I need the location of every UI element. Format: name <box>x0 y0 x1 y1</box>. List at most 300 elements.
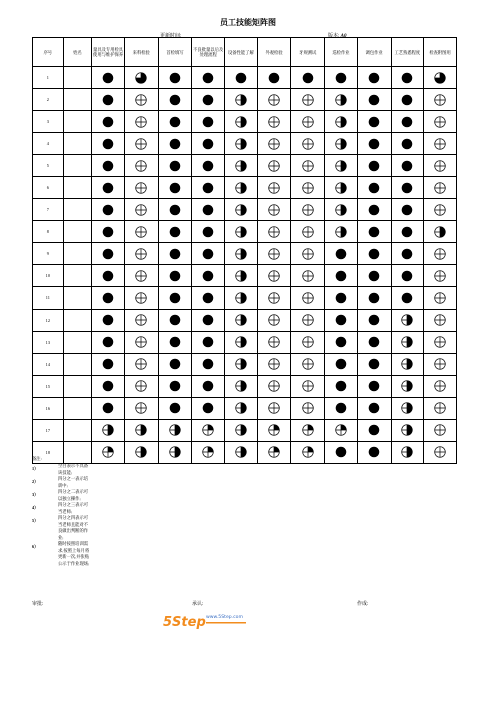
skill-level-4-icon <box>202 248 214 260</box>
skill-cell <box>257 397 291 419</box>
skill-cell <box>424 243 457 265</box>
skill-level-4-icon <box>401 138 413 150</box>
skill-level-0-icon <box>135 314 147 326</box>
skill-cell <box>357 89 391 111</box>
skill-cell <box>391 265 424 287</box>
skill-cell <box>92 111 125 133</box>
skill-cell <box>192 221 225 243</box>
skill-cell <box>225 221 258 243</box>
skill-cell <box>225 199 258 221</box>
skill-cell <box>124 67 158 89</box>
skill-cell <box>225 287 258 309</box>
row-number: 14 <box>33 353 64 375</box>
skill-cell <box>124 419 158 441</box>
skill-level-4-icon <box>401 116 413 128</box>
skill-cell <box>291 221 325 243</box>
skill-level-0-icon <box>135 138 147 150</box>
notes-list <box>32 463 122 567</box>
skill-cell <box>158 353 192 375</box>
skill-cell <box>424 375 457 397</box>
skill-cell <box>124 353 158 375</box>
skill-cell <box>325 287 358 309</box>
skill-cell <box>325 265 358 287</box>
skill-level-0-icon <box>302 226 314 238</box>
skill-cell <box>424 133 457 155</box>
skill-level-4-icon <box>335 358 347 370</box>
skill-cell <box>158 265 192 287</box>
skill-cell <box>291 133 325 155</box>
skill-cell <box>291 243 325 265</box>
skill-level-2-icon <box>235 270 247 282</box>
skill-cell <box>92 265 125 287</box>
employee-name <box>63 133 92 155</box>
table-row <box>33 419 457 441</box>
skill-cell <box>391 331 424 353</box>
skill-level-0-icon <box>268 160 280 172</box>
skill-level-0-icon <box>268 402 280 414</box>
skill-level-1-icon <box>335 424 347 436</box>
skill-level-2-icon <box>401 402 413 414</box>
skill-level-4-icon <box>368 226 380 238</box>
skill-cell <box>257 265 291 287</box>
column-header: 首检填写 <box>158 38 192 67</box>
table-row <box>33 89 457 111</box>
skill-level-4-icon <box>169 380 181 392</box>
skill-level-2-icon <box>169 446 181 458</box>
skill-cell <box>124 287 158 309</box>
skill-cell <box>325 155 358 177</box>
skill-level-4-icon <box>368 270 380 282</box>
notes-title: 备注: <box>32 456 42 461</box>
skill-level-2-icon <box>235 182 247 194</box>
skill-level-2-icon <box>235 94 247 106</box>
skill-level-0-icon <box>434 94 446 106</box>
skill-level-4-icon <box>202 182 214 194</box>
row-number: 11 <box>33 287 64 309</box>
skill-level-2-icon <box>401 336 413 348</box>
skill-cell <box>192 265 225 287</box>
skill-cell <box>158 287 192 309</box>
skill-cell <box>92 397 125 419</box>
table-row <box>33 199 457 221</box>
skill-level-2-icon <box>235 446 247 458</box>
skill-level-0-icon <box>434 336 446 348</box>
employee-name <box>63 155 92 177</box>
table-row <box>33 133 457 155</box>
skill-cell <box>325 221 358 243</box>
skill-cell <box>92 287 125 309</box>
skill-cell <box>124 111 158 133</box>
column-header: 牙规测试 <box>291 38 325 67</box>
skill-cell <box>192 309 225 331</box>
skill-level-0-icon <box>434 424 446 436</box>
skill-cell <box>291 155 325 177</box>
skill-cell <box>225 89 258 111</box>
logo-graphic <box>162 610 252 634</box>
skill-cell <box>158 89 192 111</box>
skill-cell <box>92 67 125 89</box>
skill-level-4-icon <box>335 336 347 348</box>
skill-cell <box>391 155 424 177</box>
skill-cell <box>192 177 225 199</box>
skill-level-0-icon <box>268 292 280 304</box>
note-text: 四分之一表示培训中; <box>58 476 89 488</box>
version-label: 版本: <box>328 34 340 39</box>
skill-cell <box>158 221 192 243</box>
skill-level-0-icon <box>302 380 314 392</box>
skill-level-1-icon <box>268 424 280 436</box>
skill-cell <box>192 155 225 177</box>
table-row <box>33 177 457 199</box>
skill-level-2-icon <box>401 358 413 370</box>
skill-cell <box>325 89 358 111</box>
skill-level-0-icon <box>268 336 280 348</box>
skill-cell <box>391 441 424 463</box>
skill-level-4-icon <box>202 204 214 216</box>
note-number: 5） <box>32 518 39 523</box>
skill-cell <box>424 265 457 287</box>
skill-level-0-icon <box>135 248 147 260</box>
skill-level-0-icon <box>268 204 280 216</box>
note-number: 6） <box>32 544 39 549</box>
skill-level-2-icon <box>169 424 181 436</box>
skill-level-4-icon <box>368 72 380 84</box>
skill-cell <box>257 419 291 441</box>
skill-cell <box>424 67 457 89</box>
skill-cell <box>92 133 125 155</box>
skill-cell <box>158 155 192 177</box>
skill-level-0-icon <box>434 446 446 458</box>
skill-level-0-icon <box>135 204 147 216</box>
skill-level-0-icon <box>135 226 147 238</box>
skill-cell <box>325 375 358 397</box>
skill-cell <box>357 111 391 133</box>
skill-cell <box>291 397 325 419</box>
skill-level-2-icon <box>335 116 347 128</box>
skill-matrix-table <box>32 37 457 464</box>
skill-cell <box>225 419 258 441</box>
skill-level-4-icon <box>268 72 280 84</box>
note-number: 1） <box>32 466 39 471</box>
skill-level-0-icon <box>268 226 280 238</box>
skill-level-4-icon <box>368 358 380 370</box>
skill-cell <box>92 375 125 397</box>
skill-cell <box>92 243 125 265</box>
skill-level-0-icon <box>135 402 147 414</box>
skill-level-4-icon <box>102 380 114 392</box>
skill-level-4-icon <box>169 116 181 128</box>
skill-level-4-icon <box>368 248 380 260</box>
skill-level-4-icon <box>335 446 347 458</box>
table-row <box>33 67 457 89</box>
column-header: 设备性能了解 <box>225 38 258 67</box>
skill-level-4-icon <box>169 226 181 238</box>
skill-cell <box>357 177 391 199</box>
skill-level-0-icon <box>135 270 147 282</box>
skill-level-0-icon <box>302 402 314 414</box>
skill-level-4-icon <box>368 182 380 194</box>
skill-cell <box>124 375 158 397</box>
skill-level-0-icon <box>302 94 314 106</box>
skill-level-0-icon <box>434 116 446 128</box>
skill-level-4-icon <box>102 292 114 304</box>
column-header: 调包作业 <box>357 38 391 67</box>
skill-cell <box>92 177 125 199</box>
skill-level-2-icon <box>434 226 446 238</box>
skill-level-4-icon <box>335 72 347 84</box>
table-row <box>33 287 457 309</box>
skill-level-2-icon <box>235 402 247 414</box>
logo <box>162 610 252 634</box>
skill-cell <box>192 243 225 265</box>
employee-name <box>63 375 92 397</box>
employee-name <box>63 199 92 221</box>
skill-level-4-icon <box>202 72 214 84</box>
table-row <box>33 309 457 331</box>
skill-cell <box>225 133 258 155</box>
row-number: 18 <box>33 441 64 463</box>
skill-cell <box>357 199 391 221</box>
skill-cell <box>424 221 457 243</box>
skill-cell <box>92 155 125 177</box>
skill-cell <box>424 419 457 441</box>
skill-level-0-icon <box>434 270 446 282</box>
skill-cell <box>257 111 291 133</box>
skill-level-4-icon <box>202 336 214 348</box>
employee-name <box>63 309 92 331</box>
skill-cell <box>257 89 291 111</box>
skill-cell <box>225 155 258 177</box>
skill-cell <box>424 309 457 331</box>
skill-cell <box>325 397 358 419</box>
skill-level-1-icon <box>302 424 314 436</box>
skill-cell <box>124 441 158 463</box>
skill-level-3-icon <box>434 72 446 84</box>
skill-level-0-icon <box>135 380 147 392</box>
review-label: 审批: <box>32 602 44 607</box>
skill-level-2-icon <box>401 424 413 436</box>
row-number: 12 <box>33 309 64 331</box>
skill-level-2-icon <box>335 94 347 106</box>
skill-cell <box>158 309 192 331</box>
skill-level-1-icon <box>202 446 214 458</box>
header-row <box>33 38 457 67</box>
skill-cell <box>257 441 291 463</box>
skill-level-0-icon <box>135 116 147 128</box>
note-item <box>32 515 122 541</box>
skill-cell <box>357 397 391 419</box>
skill-cell <box>325 243 358 265</box>
skill-cell <box>158 375 192 397</box>
skill-cell <box>325 199 358 221</box>
skill-cell <box>225 331 258 353</box>
skill-level-2-icon <box>335 138 347 150</box>
skill-level-4-icon <box>401 292 413 304</box>
skill-cell <box>192 287 225 309</box>
table-row <box>33 111 457 133</box>
skill-cell <box>325 331 358 353</box>
skill-level-4-icon <box>401 204 413 216</box>
skill-cell <box>257 375 291 397</box>
skill-level-2-icon <box>335 204 347 216</box>
skill-cell <box>391 133 424 155</box>
skill-cell <box>357 331 391 353</box>
skill-cell <box>225 111 258 133</box>
table-row <box>33 397 457 419</box>
logo-text: 5Step <box>163 615 206 630</box>
note-text: 空白表示不具备该技能; <box>58 463 89 475</box>
skill-level-0-icon <box>302 358 314 370</box>
skill-level-1-icon <box>302 446 314 458</box>
skill-level-0-icon <box>302 270 314 282</box>
skill-level-4-icon <box>169 336 181 348</box>
skill-level-0-icon <box>135 358 147 370</box>
skill-cell <box>424 331 457 353</box>
skill-cell <box>391 89 424 111</box>
skill-level-4-icon <box>102 138 114 150</box>
skill-level-0-icon <box>302 182 314 194</box>
skill-cell <box>124 221 158 243</box>
skill-cell <box>257 177 291 199</box>
skill-level-4-icon <box>335 380 347 392</box>
skill-cell <box>158 419 192 441</box>
employee-name <box>63 221 92 243</box>
skill-cell <box>291 419 325 441</box>
skill-level-2-icon <box>235 138 247 150</box>
skill-level-4-icon <box>169 358 181 370</box>
version-value: A0 <box>340 34 347 39</box>
skill-cell <box>357 287 391 309</box>
employee-name <box>63 67 92 89</box>
skill-level-2-icon <box>235 380 247 392</box>
skill-level-0-icon <box>268 248 280 260</box>
employee-name <box>63 265 92 287</box>
row-number: 10 <box>33 265 64 287</box>
row-number: 15 <box>33 375 64 397</box>
skill-level-4-icon <box>102 248 114 260</box>
skill-cell <box>291 177 325 199</box>
skill-cell <box>158 441 192 463</box>
employee-name <box>63 89 92 111</box>
skill-cell <box>192 375 225 397</box>
skill-level-4-icon <box>202 270 214 282</box>
note-item <box>32 502 122 515</box>
skill-cell <box>124 177 158 199</box>
skill-cell <box>391 221 424 243</box>
skill-cell <box>192 199 225 221</box>
column-header: 不良批量以后及处理流程 <box>192 38 225 67</box>
skill-cell <box>291 353 325 375</box>
skill-level-0-icon <box>302 138 314 150</box>
skill-cell <box>192 331 225 353</box>
skill-cell <box>124 199 158 221</box>
skill-level-4-icon <box>401 72 413 84</box>
row-number: 8 <box>33 221 64 243</box>
notes-section <box>32 456 122 567</box>
update-time-label: 更新时间: <box>160 34 182 39</box>
skill-cell <box>291 441 325 463</box>
row-number: 2 <box>33 89 64 111</box>
note-text: 四分之四表示可当老师且能对不良做出判断的作业; <box>58 515 89 540</box>
skill-level-2-icon <box>235 358 247 370</box>
skill-cell <box>357 265 391 287</box>
note-item <box>32 463 122 476</box>
skill-level-0-icon <box>302 336 314 348</box>
skill-cell <box>92 419 125 441</box>
skill-level-4-icon <box>202 402 214 414</box>
note-item <box>32 476 122 489</box>
skill-cell <box>124 397 158 419</box>
skill-cell <box>257 133 291 155</box>
skill-level-4-icon <box>401 160 413 172</box>
employee-name <box>63 397 92 419</box>
table-row <box>33 265 457 287</box>
page-title: 员工技能矩阵图 <box>220 18 276 27</box>
skill-level-4-icon <box>102 204 114 216</box>
note-text: 四分之二表示可以独立操作; <box>58 489 89 501</box>
skill-cell <box>325 419 358 441</box>
table-body <box>33 67 457 464</box>
skill-cell <box>357 67 391 89</box>
skill-level-4-icon <box>302 72 314 84</box>
skill-level-4-icon <box>102 402 114 414</box>
skill-level-4-icon <box>169 182 181 194</box>
column-header: 外观检验 <box>257 38 291 67</box>
logo-url: www.5Step.com <box>206 615 243 620</box>
skill-level-4-icon <box>368 138 380 150</box>
skill-cell <box>357 309 391 331</box>
skill-cell <box>225 397 258 419</box>
skill-level-2-icon <box>235 226 247 238</box>
skill-level-4-icon <box>169 314 181 326</box>
skill-level-4-icon <box>102 94 114 106</box>
skill-level-0-icon <box>434 182 446 194</box>
skill-level-4-icon <box>169 94 181 106</box>
skill-cell <box>291 111 325 133</box>
skill-level-2-icon <box>235 314 247 326</box>
skill-cell <box>325 441 358 463</box>
skill-cell <box>158 331 192 353</box>
skill-level-0-icon <box>268 314 280 326</box>
skill-cell <box>357 243 391 265</box>
skill-level-0-icon <box>268 182 280 194</box>
skill-cell <box>192 397 225 419</box>
skill-cell <box>291 199 325 221</box>
skill-cell <box>291 331 325 353</box>
skill-level-4-icon <box>202 160 214 172</box>
skill-cell <box>357 353 391 375</box>
skill-cell <box>391 67 424 89</box>
skill-level-2-icon <box>335 226 347 238</box>
skill-cell <box>257 199 291 221</box>
table-row <box>33 375 457 397</box>
table-row <box>33 331 457 353</box>
skill-cell <box>391 111 424 133</box>
skill-level-4-icon <box>102 270 114 282</box>
note-number: 2） <box>32 479 39 484</box>
skill-level-0-icon <box>268 94 280 106</box>
skill-level-0-icon <box>302 160 314 172</box>
skill-cell <box>325 353 358 375</box>
skill-cell <box>257 309 291 331</box>
skill-level-4-icon <box>169 138 181 150</box>
skill-cell <box>424 397 457 419</box>
skill-level-2-icon <box>235 160 247 172</box>
skill-level-4-icon <box>368 94 380 106</box>
skill-level-4-icon <box>202 292 214 304</box>
skill-level-0-icon <box>268 380 280 392</box>
skill-cell <box>325 133 358 155</box>
